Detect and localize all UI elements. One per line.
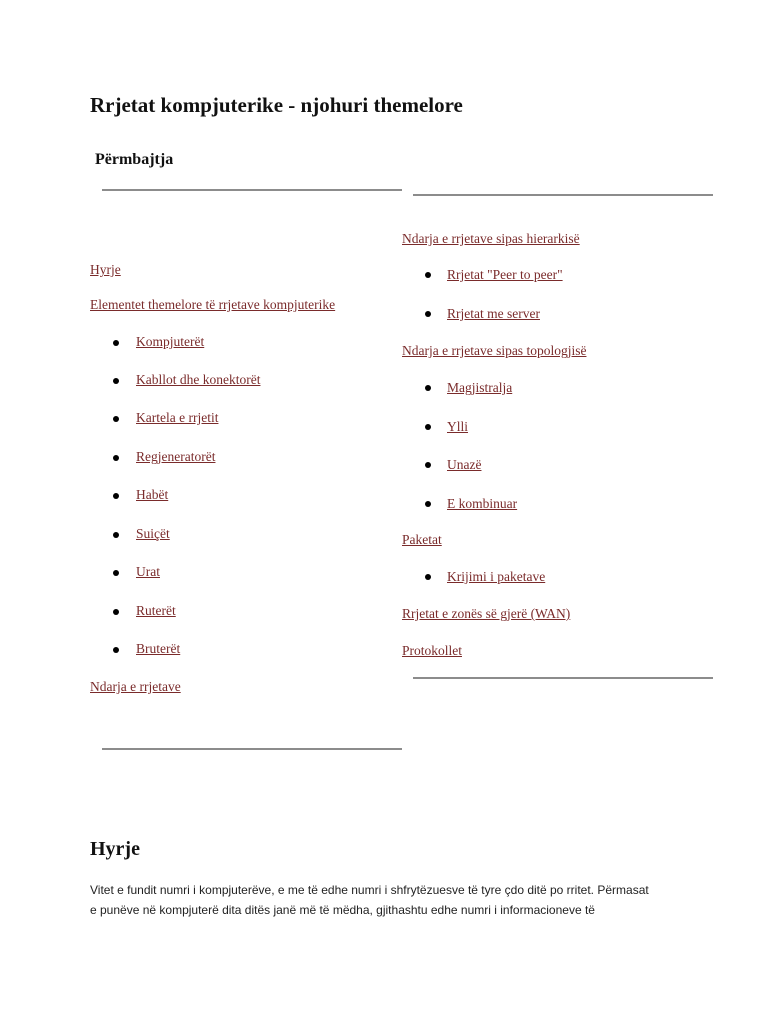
toc-link-habet[interactable]: Habët <box>136 487 169 502</box>
toc-rule-right-bottom <box>413 677 713 679</box>
bullet-icon <box>425 462 431 468</box>
paragraph-line: e punëve në kompjuterë dita ditës janë më të mëdha, gjithashtu edhe numri i informacioneve të <box>90 903 595 917</box>
toc-heading: Përmbajtja <box>95 151 174 168</box>
document-title: Rrjetat kompjuterike - njohuri themelore <box>90 93 463 117</box>
toc-link-ylli[interactable]: Ylli <box>447 419 469 434</box>
bullet-icon <box>113 570 119 576</box>
toc-link-bruteret[interactable]: Bruterët <box>136 641 181 656</box>
toc-link-hyrje[interactable]: Hyrje <box>90 262 121 277</box>
bullet-icon <box>113 416 119 422</box>
toc-rule-right-top <box>413 194 713 196</box>
toc-link-ndarja-e-rrjetave[interactable]: Ndarja e rrjetave <box>90 679 181 694</box>
toc-link-wan[interactable]: Rrjetat e zonës së gjerë (WAN) <box>402 606 571 621</box>
bullet-icon <box>425 574 431 580</box>
bullet-icon <box>113 647 119 653</box>
bullet-icon <box>113 455 119 461</box>
toc-link-ndarja-topologjise[interactable]: Ndarja e rrjetave sipas topologjisë <box>402 343 587 358</box>
toc-link-urat[interactable]: Urat <box>136 564 160 579</box>
toc-link-kartela[interactable]: Kartela e rrjetit <box>136 410 219 425</box>
section-paragraph <box>90 880 690 920</box>
toc-link-elementet-themelore[interactable]: Elementet themelore të rrjetave kompjuterike <box>90 297 336 312</box>
toc-rule-left-top <box>102 189 402 191</box>
toc-link-regjeneratoret[interactable]: Regjeneratorët <box>136 449 216 464</box>
bullet-icon <box>425 385 431 391</box>
toc-rule-left-bottom <box>102 748 402 750</box>
bullet-icon <box>425 424 431 430</box>
toc-link-peer-to-peer[interactable]: Rrjetat "Peer to peer" <box>447 267 563 282</box>
bullet-icon <box>113 609 119 615</box>
toc-link-kompjuteret[interactable]: Kompjuterët <box>136 334 205 349</box>
toc-link-e-kombinuar[interactable]: E kombinuar <box>447 496 518 511</box>
toc-link-suicet[interactable]: Suiçët <box>136 526 170 541</box>
toc-link-kabllot[interactable]: Kabllot dhe konektorët <box>136 372 261 387</box>
bullet-icon <box>425 311 431 317</box>
bullet-icon <box>425 501 431 507</box>
toc-link-magjistralja[interactable]: Magjistralja <box>447 380 513 395</box>
paragraph-line: Vitet e fundit numri i kompjuterëve, e me të edhe numri i shfrytëzuesve të tyre çdo ditë po rritet. Përmasat <box>90 883 649 897</box>
bullet-icon <box>113 493 119 499</box>
toc-link-krijimi-i-paketave[interactable]: Krijimi i paketave <box>447 569 546 584</box>
bullet-icon <box>113 532 119 538</box>
bullet-icon <box>425 272 431 278</box>
toc-link-rrjetat-me-server[interactable]: Rrjetat me server <box>447 306 540 321</box>
toc-link-ruteret[interactable]: Ruterët <box>136 603 176 618</box>
bullet-icon <box>113 378 119 384</box>
section-heading-hyrje: Hyrje <box>90 838 140 860</box>
toc-link-protokollet[interactable]: Protokollet <box>402 643 462 658</box>
toc-link-ndarja-hierarkise[interactable]: Ndarja e rrjetave sipas hierarkisë <box>402 231 580 246</box>
bullet-icon <box>113 340 119 346</box>
toc-link-unaze[interactable]: Unazë <box>447 457 482 472</box>
toc-link-paketat[interactable]: Paketat <box>402 532 442 547</box>
